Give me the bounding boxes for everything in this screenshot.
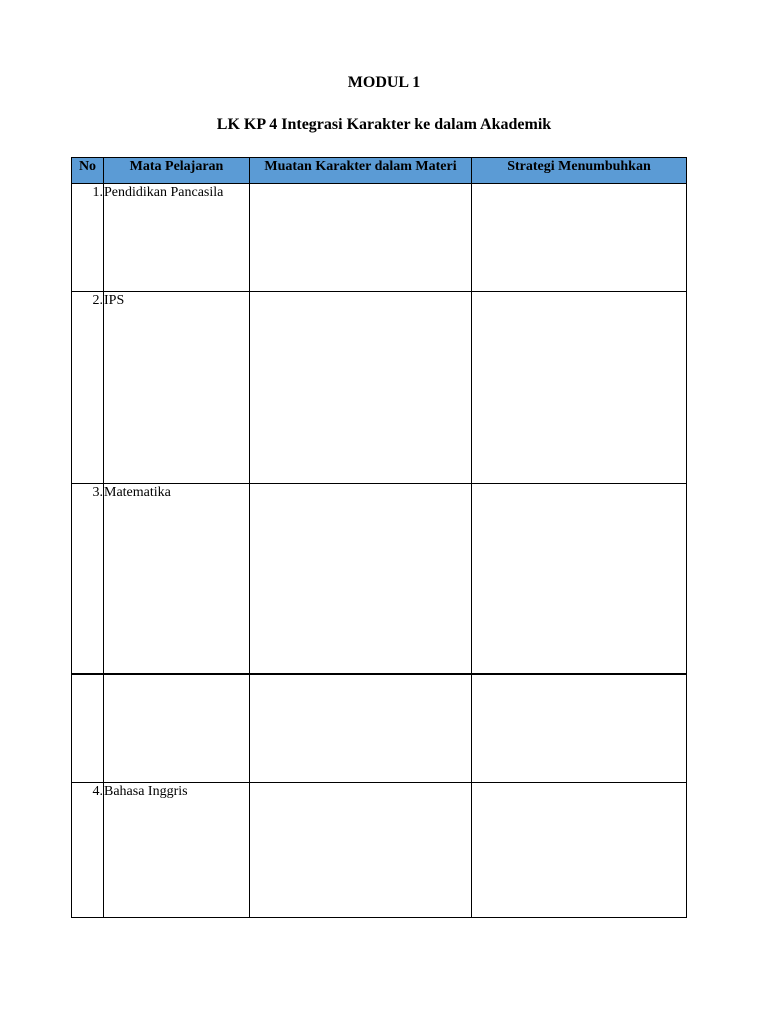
row-number: 2. — [72, 292, 104, 484]
header-strategy: Strategi Menumbuhkan — [472, 158, 687, 184]
table-header-row — [72, 158, 687, 184]
page-subtitle: LK KP 4 Integrasi Karakter ke dalam Akademik — [216, 116, 552, 133]
subject-cell: Bahasa Inggris — [104, 783, 250, 918]
header-content: Muatan Karakter dalam Materi — [250, 158, 472, 184]
content-cell[interactable] — [250, 292, 472, 484]
row-number: 1. — [72, 184, 104, 292]
strategy-cell[interactable] — [472, 184, 687, 292]
strategy-cell[interactable] — [472, 484, 687, 674]
subject-cell: Pendidikan Pancasila — [104, 184, 250, 292]
strategy-cell[interactable] — [472, 292, 687, 484]
table-row — [72, 484, 687, 674]
page-title: MODUL 1 — [347, 74, 421, 91]
strategy-cell[interactable] — [472, 674, 687, 783]
subject-cell: IPS — [104, 292, 250, 484]
header-subject: Mata Pelajaran — [104, 158, 250, 184]
table-row — [72, 783, 687, 918]
row-number — [72, 674, 104, 783]
header-no: No — [72, 158, 104, 184]
content-cell[interactable] — [250, 184, 472, 292]
strategy-cell[interactable] — [472, 783, 687, 918]
content-cell[interactable] — [250, 674, 472, 783]
table-row — [72, 292, 687, 484]
row-number: 4. — [72, 783, 104, 918]
subject-cell: Matematika — [104, 484, 250, 674]
content-cell[interactable] — [250, 484, 472, 674]
table-row-blank — [72, 674, 687, 783]
row-number: 3. — [72, 484, 104, 674]
subject-cell[interactable] — [104, 674, 250, 783]
content-cell[interactable] — [250, 783, 472, 918]
worksheet-table — [71, 157, 687, 918]
table-row — [72, 184, 687, 292]
